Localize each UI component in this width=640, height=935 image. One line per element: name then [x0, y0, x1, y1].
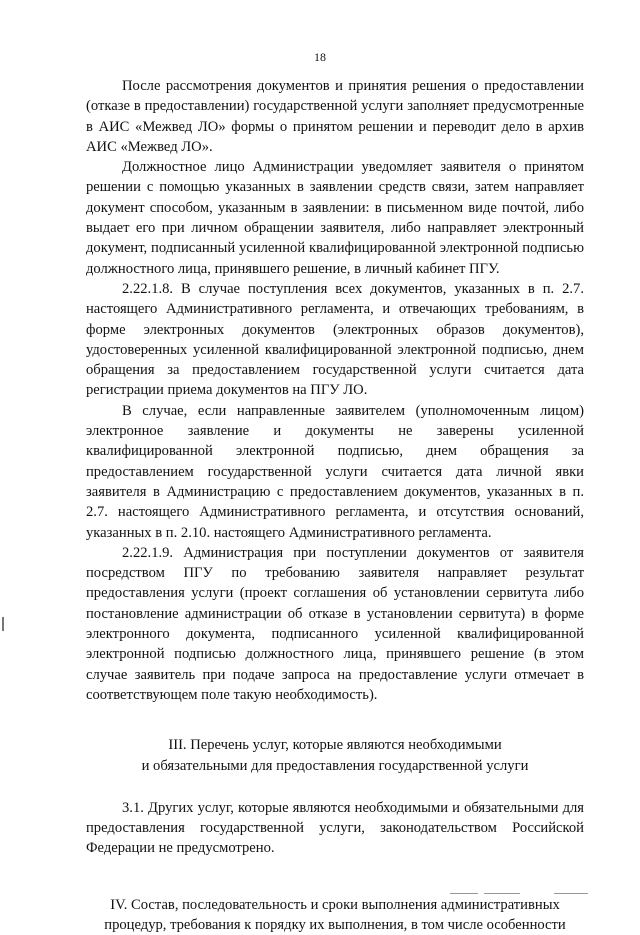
paragraph: В случае, если направленные заявителем (уполномоченным лицом) электронное заявление и документы не заверены усиленной квалифицированной электронной подписью, днем обращения за предоставлением государственной услуги считается дата личной явки заявителя в Администрацию с предоставлением документов, указанных в п. 2.7. настоящего Административного регламента, и отсутствия оснований, указанных в п. 2.10. настоящего Административного регламента.	[86, 402, 584, 541]
section-3-heading-line-2: и обязательными для предоставления государственной услуги	[141, 757, 529, 774]
paragraph: После рассмотрения документов и принятия решения о предоставлении (отказе в предоставлении) государственной услуги заполняет предусмотренные в АИС «Межвед ЛО» формы о принятом решении и переводит дело в архив АИС «Межвед ЛО».	[86, 78, 584, 155]
document-body	[86, 76, 584, 935]
page-number: 18	[314, 50, 326, 64]
paragraph: 2.22.1.9. Администрация при поступлении документов от заявителя посредством ПГУ по требованию заявителя направляет результат предоставления услуги (проект соглашения об установлении сервитута либо постановление администрации об отказе в установлении сервитута) в форме электронного документа, подписанного усиленной квалифицированной электронной подписью должностного лица, принявшего решение (в этом случае заявитель при подаче запроса на предоставление услуги отмечает в соответствующем поле такую необходимость).	[86, 544, 584, 703]
section-4-heading-line-2: процедур, требования к порядку их выполнения, в том числе особенности	[104, 916, 566, 933]
paragraph: Должностное лицо Администрации уведомляет заявителя о принятом решении с помощью указанных в заявлении средств связи, затем направляет документ способом, указанным в заявлении: в письменном виде почтой, либо выдает его при личном обращении заявителя, либо направляет электронный документ, подписанный усиленной квалифицированной электронной подписью должностного лица, принявшего решение, в личный кабинет ПГУ.	[86, 159, 584, 277]
scan-edge-mark	[2, 617, 4, 631]
scan-footer-marks	[450, 893, 590, 895]
paragraph: 2.22.1.8. В случае поступления всех документов, указанных в п. 2.7. настоящего Административного регламента, и отвечающих требованиям, в форме электронных документов (электронных образов документов), удостоверенных усиленной квалифицированной электронной подписью, днем обращения за предоставлением государственной услуги считается дата регистрации приема документов на ПГУ ЛО.	[86, 280, 584, 399]
section-3-paragraph: 3.1. Других услуг, которые являются необходимыми и обязательными для предоставления государственной услуги, законодательством Российской Федерации не предусмотрено.	[86, 799, 584, 857]
section-3-heading-line-1: III. Перечень услуг, которые являются необходимыми	[168, 737, 502, 754]
section-4-heading-line-1: IV. Состав, последовательность и сроки выполнения административных	[110, 896, 560, 913]
